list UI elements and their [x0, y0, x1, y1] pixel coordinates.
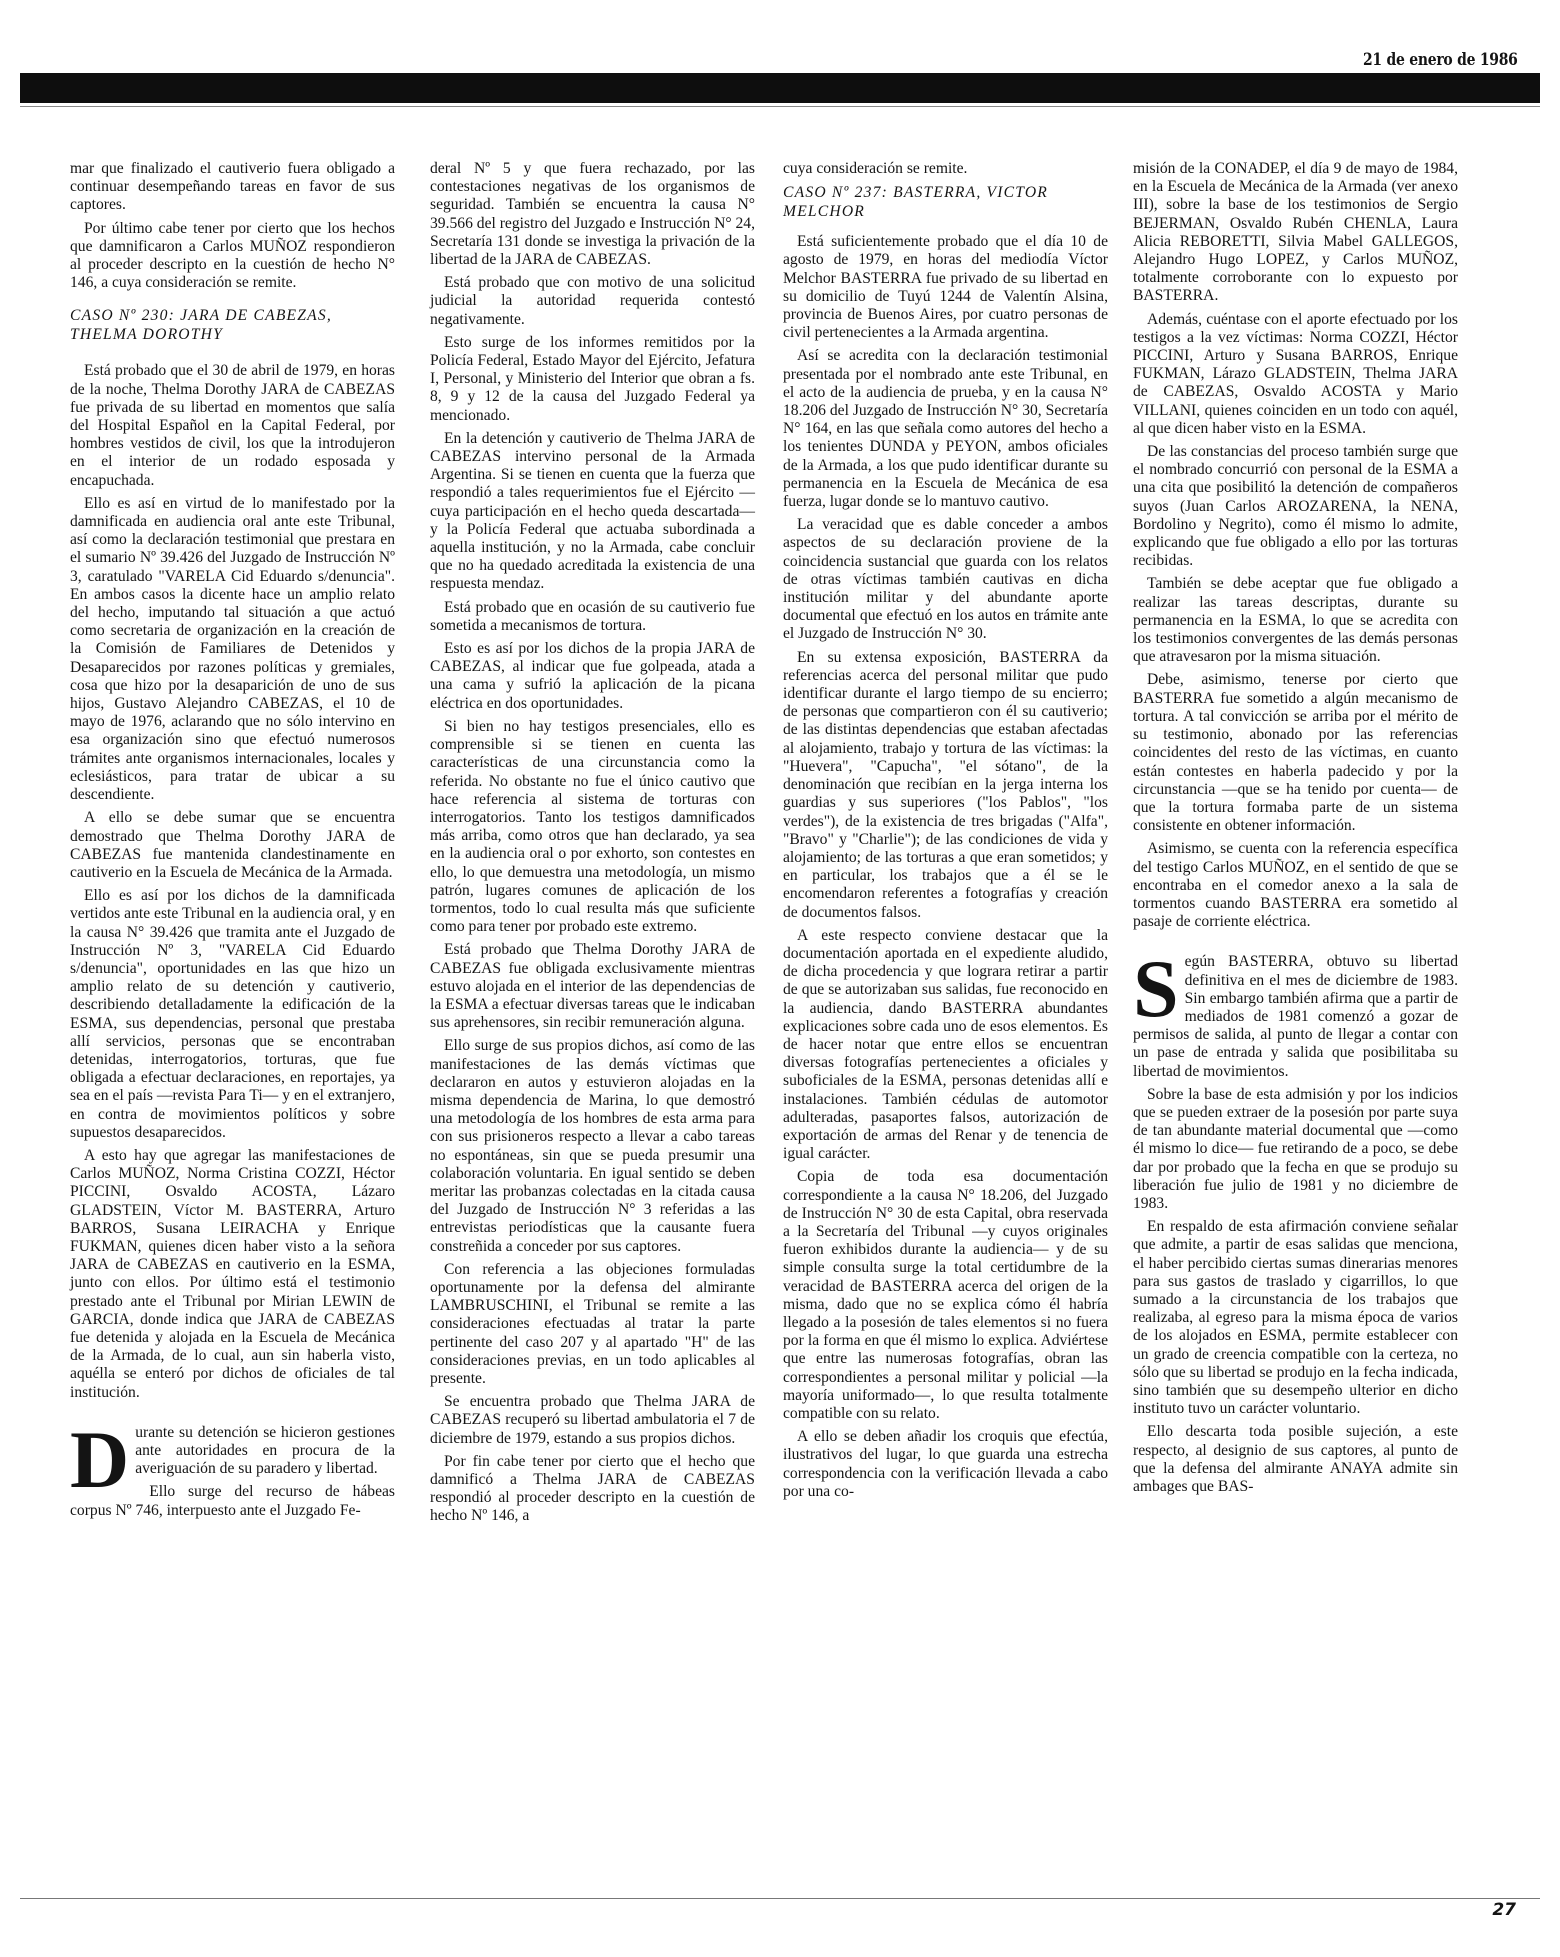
dropcap-paragraph [1133, 943, 1458, 1080]
paragraph: deral Nº 5 y que fuera rechazado, por las contestaciones negativas de los organismos de seguridad. También se encuentra la causa N° 39.566 del registro del Juzgado e Instrucción N° 24, Secretaría 131 donde se investiga la privación de la libertad de la JARA de CABEZAS. [430, 160, 755, 269]
paragraph: Ello es así por los dichos de la damnificada vertidos ante este Tribunal en la audiencia oral, y en la causa N° 39.426 que tramita ante el Juzgado de Instrucción Nº 3, "VARELA Cid Eduardo s/denuncia", oportunidades en las que hizo un amplio relato de su detención y cautiverio, describiendo detalladamente la edificación de la ESMA, sus dependencias, personal que prestaba allí servicios, personas que se encontraban detenidas, interrogatorios, torturas, que fue obligada a efectuar declaraciones, en reportajes, ya sea en el país —revista Para Ti— y en el extranjero, en contra de movimientos políticos y sobre supuestos desaparecidos. [70, 887, 395, 1141]
column-4 [1133, 160, 1458, 1501]
paragraph: Está probado que el 30 de abril de 1979, en horas de la noche, Thelma Dorothy JARA de CABEZAS fue privada de su libertad en momentos que salía del Hospital Español en la Capital Federal, por hombres vestidos de civil, los que la introdujeron en el interior de un rodado esposada y encapuchada. [70, 362, 395, 489]
header-rule [20, 106, 1540, 107]
paragraph: Por último cabe tener por cierto que los hechos que damnificaron a Carlos MUÑOZ respondieron al proceder descripto en la cuestión de hecho N° 146, a cuya consideración se remite. [70, 219, 395, 292]
paragraph: Además, cuéntase con el aporte efectuado por los testigos a la vez víctimas: Norma COZZI, Héctor PICCINI, Arturo y Susana BARROS, Enrique FUKMAN, Lárazo GLADSTEIN, Thelma JARA de CABEZAS, Osvaldo ACOSTA y Mario VILLANI, quienes coinciden en un todo con aquél, al que dicen haber visto en la ESMA. [1133, 310, 1458, 437]
paragraph: Ello surge de sus propios dichos, así como de las manifestaciones de las demás víctimas que declararon en autos y estuvieron alojadas en la misma dependencia de Marina, lo que demostró una metodología de los hombres de esta arma para con sus prisioneros respecto a llevar a cabo tareas no espontáneas, sin que se pueda presumir una colaboración voluntaria. En igual sentido se deben meritar las probanzas colectadas en la citada causa del Juzgado de Instrucción N° 3 referidas a las entrevistas periodísticas que la causante fuera constreñida a conceder por sus captores. [430, 1037, 755, 1255]
column-1 [70, 160, 395, 1525]
paragraph: Sobre la base de esta admisión y por los indicios que se pueden extraer de la posesión por parte suya de tan abundante material documental que —como él mismo lo dice— fue retirando de a poco, se debe dar por probado que la fecha en que se produjo su liberación fue julio de 1981 y no diciembre de 1983. [1133, 1085, 1458, 1212]
drop-cap-letter: D [70, 1413, 130, 1505]
paragraph: Asimismo, se cuenta con la referencia específica del testigo Carlos MUÑOZ, en el sentido de que se encontraba en el comedor anexo a la sala de tormentos cuando BASTERRA era sometido al pasaje de corriente eléctrica. [1133, 840, 1458, 931]
paragraph: La veracidad que es dable conceder a ambos aspectos de su declaración proviene de la coincidencia sustancial que guarda con los relatos de otras víctimas también cautivas en dicha institución militar y del abundante aporte documental que efectuó en los autos en trámite ante el Juzgado de Instrucción N° 30. [783, 516, 1108, 643]
drop-cap-letter: S [1133, 943, 1179, 1035]
paragraph: Ello descarta toda posible sujeción, a este respecto, al designio de sus captores, al punto de que la defensa del almirante ANAYA admite sin ambages que BAS- [1133, 1423, 1458, 1496]
column-2 [430, 160, 755, 1531]
paragraph-text: egún BASTERRA, obtuvo su libertad definitiva en el mes de diciembre de 1983. Sin embargo también afirma que a partir de mediados de 1981 comenzó a gozar de permisos de salida, al punto de llegar a contar con un pase de entrada y salida que posibilitaba su libertad de movimientos. [1133, 953, 1458, 1080]
paragraph: De las constancias del proceso también surge que el nombrado concurrió con personal de la ESMA a una cita que posibilitó la detención de compañeros suyos (Juan Carlos AROZARENA, la NENA, Bordolino y Negrito), como él mismo lo admite, explicando que fue obligado a ello por las torturas recibidas. [1133, 443, 1458, 570]
paragraph: Ello surge del recurso de hábeas corpus Nº 746, interpuesto ante el Juzgado Fe- [70, 1483, 395, 1519]
footer-rule [20, 1898, 1540, 1899]
paragraph: Así se acredita con la declaración testimonial presentada por el nombrado ante este Tribunal, en el acto de la audiencia de prueba, y en la causa N° 18.206 del Juzgado de Instrucción N° 30, Secretaría N° 164, en las que señala como autores del hecho a los tenientes DUNDA y PEYON, ambos oficiales de la Armada, a los que pudo identificar durante su permanencia en la Escuela de Mecánica de esa fuerza, lugar donde se lo mantuvo cautivo. [783, 347, 1108, 511]
paragraph: En su extensa exposición, BASTERRA da referencias acerca del personal militar que pudo identificar durante el largo tiempo de su encierro; de personas que compartieron con él su cautiverio; de las distintas dependencias que estaban afectadas al alojamiento, trabajo y tortura de las víctimas: la "Huevera", "Capucha", "el sótano", de la denominación que recibían en la jerga interna los guardias y sus superiores ("los Pablos", "los verdes"), de la existencia de tres brigadas ("Alfa", "Bravo" y "Charlie"); de las condiciones de vida y alojamiento; de las torturas a que eran sometidos; y en particular, los trabajos que a él se le encomendaron referentes a fotografías y creación de documentos falsos. [783, 648, 1108, 921]
paragraph: A esto hay que agregar las manifestaciones de Carlos MUÑOZ, Norma Cristina COZZI, Héctor PICCINI, Osvaldo ACOSTA, Lázaro GLADSTEIN, Víctor M. BASTERRA, Arturo BARROS, Susana LEIRACHA y Enrique FUKMAN, quienes dicen haber visto a la señora JARA de CABEZAS en cautiverio en la ESMA, junto con ellos. Por último está el testimonio prestado ante el Tribunal por Mirian LEWIN de GARCIA, donde indica que JARA de CABEZAS fue detenida y alojada en la Escuela de Mecánica de la Armada, de lo cual, aun sin haberla visto, aquélla se enteró por dichos de oficiales de tal institución. [70, 1146, 395, 1401]
paragraph: cuya consideración se remite. [783, 160, 968, 177]
paragraph: Copia de toda esa documentación correspondiente a la causa N° 18.206, del Juzgado de Instrucción N° 30 de esta Capital, obra reservada a la Secretaría del Tribunal —y cuyos originales fueron exhibidos durante la audiencia— y de su simple consulta surge la total certidumbre de la veracidad de BASTERRA acerca del origen de la misma, dado que no se explica cómo él habría llegado a la posesión de tales elementos si no fuera por la forma en que él mismo lo explica. Adviértese que entre las numerosas fotografías, obran las correspondientes a personal militar y policial —la mayoría uniformado—, lo que resulta totalmente compatible con su relato. [783, 1168, 1108, 1422]
column-3 [783, 160, 1108, 1506]
paragraph: A ello se debe sumar que se encuentra demostrado que Thelma Dorothy JARA de CABEZAS fue mantenida clandestinamente en cautiverio en la Escuela de Mecánica de la Armada. [70, 809, 395, 881]
paragraph: A este respecto conviene destacar que la documentación aportada en el expediente aludido, de dicha procedencia y que lograra retirar a partir de que se autorizaban sus salidas, fue reconocido en la audiencia, dando BASTERRA abundantes explicaciones sobre cada uno de esos elementos. Es de hacer notar que entre ellos se encuentran diversas fotografías pertenecientes a oficiales y suboficiales de la ESMA, personas detenidas allí e instalaciones. También cédulas de automotor adulteradas, pasaportes falsos, autorización de exportación de armas del Renar y de tenencia de igual carácter. [783, 926, 1108, 1163]
paragraph: Está probado que Thelma Dorothy JARA de CABEZAS fue obligada exclusivamente mientras estuvo alojada en el interior de las dependencias de la ESMA a efectuar diversas tareas que le indicaban sus aprehensores, sin recibir remuneración alguna. [430, 941, 755, 1032]
paragraph: Con referencia a las objeciones formuladas oportunamente por la defensa del almirante LAMBRUSCHINI, el Tribunal se remite a las consideraciones efectuadas al tratar la parte pertinente del caso 207 y al apartado "H" de las consideraciones previas, en un todo aplicables al presente. [430, 1260, 755, 1387]
paragraph: Está probado que en ocasión de su cautiverio fue sometida a mecanismos de tortura. [430, 598, 755, 634]
paragraph: Debe, asimismo, tenerse por cierto que BASTERRA fue sometido a algún mecanismo de tortura. A tal convicción se arriba por el mérito de su testimonio, abonado por las referencias coincidentes del resto de las víctimas, en cuanto están contestes en haberla padecido y por la circunstancia —que se ha tenido por cuenta— de que la tortura formaba parte de un sistema consistente en obtener información. [1133, 671, 1458, 835]
case-heading: CASO Nº 237: BASTERRA, VICTOR MELCHOR [783, 184, 1049, 221]
page-date: 21 de enero de 1986 [1363, 50, 1518, 70]
paragraph-text: urante su detención se hicieron gestiones ante autoridades en procura de la averiguación de su paradero y libertad. [135, 1423, 395, 1478]
paragraph: Esto surge de los informes remitidos por la Policía Federal, Estado Mayor del Ejército, Jefatura I, Personal, y Ministerio del Interior que obran a fs. 8, 9 y 12 de la causa del Juzgado Federal ya mencionado. [430, 333, 755, 424]
paragraph: A ello se deben añadir los croquis que efectúa, ilustrativos del lugar, lo que guarda una estrecha correspondencia con la verificación llevada a cabo por una co- [783, 1428, 1108, 1500]
paragraph: Se encuentra probado que Thelma JARA de CABEZAS recuperó su libertad ambulatoria el 7 de diciembre de 1979, estando a sus propios dichos. [430, 1393, 755, 1447]
paragraph: Ello es así en virtud de lo manifestado por la damnificada en audiencia oral ante este Tribunal, así como la declaración testimonial que prestara en el sumario Nº 39.426 del Juzgado de Instrucción Nº 3, caratulado "VARELA Cid Eduardo s/denuncia". En ambos casos la dicente hace un amplio relato del hecho, imputando tal situación a que actuó como secretaria de organización en la creación de la Comisión de Familiares de Detenidos y Desaparecidos por razones políticas y gremiales, cosa que hizo por la desaparición de uno de sus hijos, Gustavo Alejandro CABEZAS, el 10 de mayo de 1976, aclarando que no sólo intervino en esa organización sino que efectuó numerosos trámites ante organismos internacionales, locales y eclesiásticos, para tratar de ubicar a su descendiente. [70, 494, 395, 804]
article-columns [70, 160, 1490, 1810]
paragraph: Si bien no hay testigos presenciales, ello es comprensible si se tienen en cuenta las características de una circunstancia como la referida. No obstante no fue el único cautivo que hace referencia al sistema de torturas con interrogatorios. Tanto los testigos damnificados más arriba, como otros que han declarado, ya sea en la audiencia oral o por exhorto, son contestes en ello, lo que demuestra una metodología, un mismo patrón, lugares comunes de aplicación de los tormentos, todo lo cual resulta más que suficiente como para tener por probado este extremo. [430, 717, 755, 936]
paragraph: En respaldo de esta afirmación conviene señalar que admite, a partir de esas salidas que menciona, el haber percibido ciertas sumas dinerarias menores para sus gastos de traslado y cigarrillos, lo que sumado a la circunstancia de los trabajos que realizaba, al egreso para la misma época de varios de los alojados en ESMA, permite establecer con un grado de creencia compatible con la certeza, no sólo que su libertad se produjo en la fecha indicada, sino también que su desempeño ulterior en dicho instituto tuvo un carácter voluntario. [1133, 1218, 1458, 1418]
paragraph: Esto es así por los dichos de la propia JARA de CABEZAS, al indicar que fue golpeada, atada a una cama y sufrió la aplicación de la picana eléctrica en dos oportunidades. [430, 640, 755, 712]
paragraph: Por fin cabe tener por cierto que el hecho que damnificó a Thelma JARA de CABEZAS respondió al proceder descripto en la cuestión de hecho Nº 146, a [430, 1452, 755, 1525]
paragraph: Está probado que con motivo de una solicitud judicial la autoridad requerida contestó negativamente. [430, 274, 755, 328]
paragraph: También se debe aceptar que fue obligado a realizar las tareas descriptas, durante su permanencia en la ESMA, lo que se acredita con los testimonios convergentes de las demás personas que atravesaron por la misma situación. [1133, 575, 1458, 666]
paragraph: Está suficientemente probado que el día 10 de agosto de 1979, en horas del mediodía Víctor Melchor BASTERRA fue privado de su libertad en su domicilio de Tuyú 1244 de Valentín Alsina, provincia de Buenos Aires, por cuatro personas de civil pertenecientes a la Armada argentina. [783, 233, 1108, 342]
page-number: 27 [1492, 1900, 1516, 1920]
case-heading: CASO Nº 230: JARA DE CABEZAS, THELMA DOROTHY [70, 307, 332, 344]
paragraph: misión de la CONADEP, el día 9 de mayo de 1984, en la Escuela de Mecánica de la Armada (ver anexo III), sobre la base de los testimonios de Sergio BEJERMAN, Osvaldo Rubén CHENLA, Laura Alicia REBORETTI, Silvia Mabel GALLEGOS, Alejandro Hugo LOPEZ, y Carlos MUÑOZ, totalmente corroborante con lo expuesto por BASTERRA. [1133, 160, 1458, 305]
paragraph: mar que finalizado el cautiverio fuera obligado a continuar desempeñando tareas en favor de sus captores. [70, 160, 395, 214]
paragraph: En la detención y cautiverio de Thelma JARA de CABEZAS intervino personal de la Armada Argentina. Si se tienen en cuenta que la fuerza que respondió a tales requerimientos fue el Ejército —cuya participación en el hecho queda descartada— y la Policía Federal que actuaba subordinada a aquella institución, y no la Armada, cabe concluir que no ha quedado acreditada la existencia de una respuesta mendaz. [430, 429, 755, 593]
header-bar [20, 73, 1540, 103]
